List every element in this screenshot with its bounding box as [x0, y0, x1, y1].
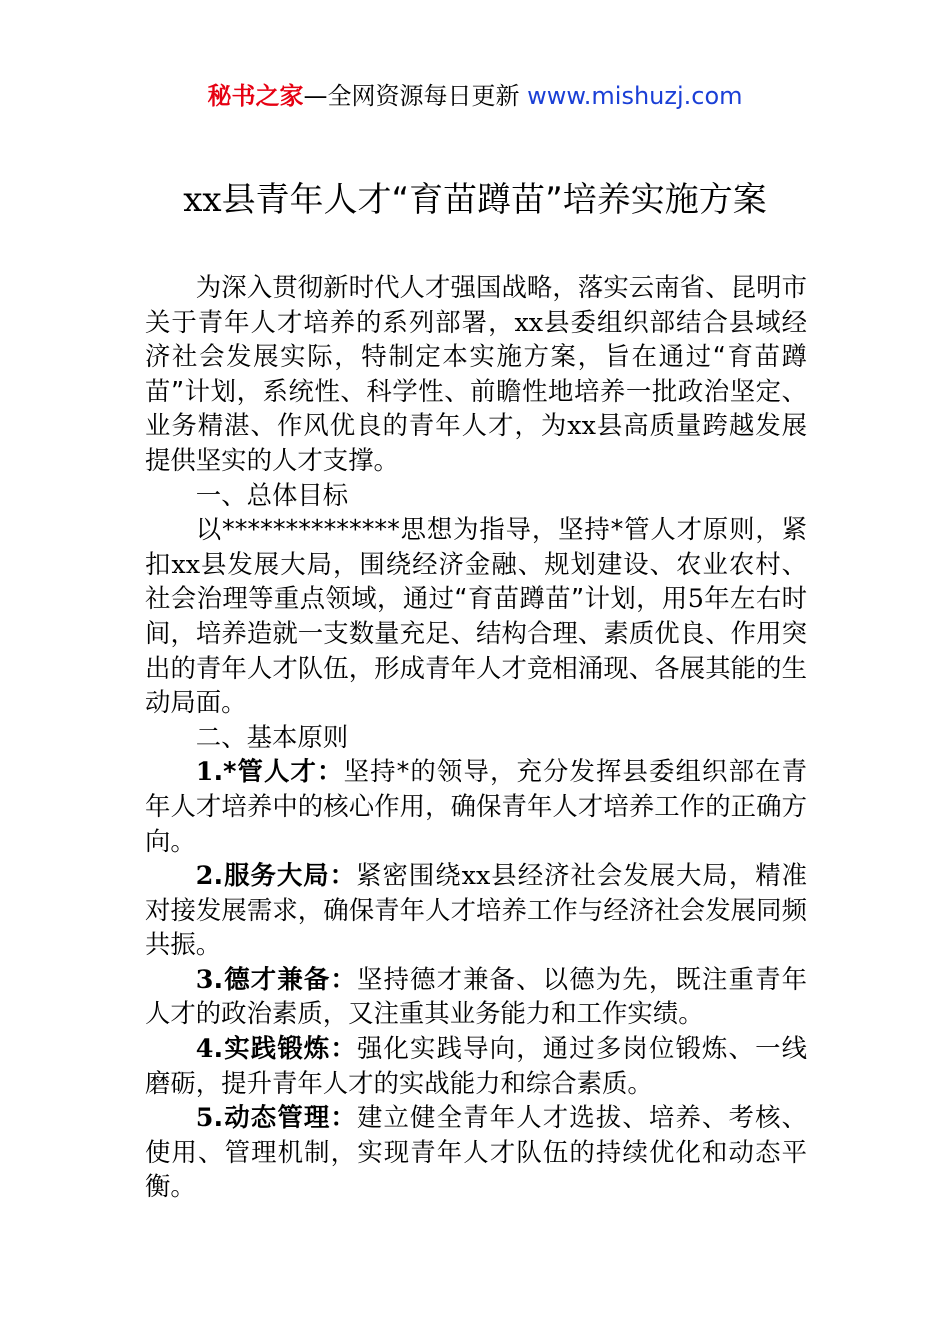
principle-item [145, 1100, 807, 1204]
intro-paragraph: 为深入贯彻新时代人才强国战略，落实云南省、昆明市关于青年人才培养的系列部署，xx县委组织部结合县域经济社会发展实际，特制定本实施方案，旨在通过“育苗蹲苗”计划，系统性、科学性、前瞻性地培养一批政治坚定、业务精湛、作风优良的青年人才，为xx县高质量跨越发展提供坚实的人才支撑。 [145, 272, 808, 475]
principle-item [145, 858, 807, 962]
principle-text: 建立健全青年人才选拔、培养、考核、使用、管理机制，实现青年人才队伍的持续优化和动态平衡。 [145, 1102, 807, 1202]
principle-item [145, 1031, 807, 1100]
section-heading-basic-principles: 二、基本原则 [195, 721, 349, 752]
principle-term: 2.服务大局： [195, 860, 357, 891]
principle-text: 坚持德才兼备、以德为先，既注重青年人才的政治素质，又注重其业务能力和工作实绩。 [145, 963, 807, 1029]
site-brand: 秘书之家 [207, 82, 304, 110]
principle-text: 强化实践导向，通过多岗位锻炼、一线磨砺，提升青年人才的实战能力和综合素质。 [145, 1033, 807, 1098]
section-heading-overall-goal: 一、总体目标 [195, 479, 349, 510]
site-tagline: —全网资源每日更新 [303, 82, 520, 110]
principle-item [145, 962, 807, 1031]
overall-goal-paragraph: 以**************思想为指导，坚持*管人才原则，紧扣xx县发展大局，围绕经济金融、规划建设、农业农村、社会治理等重点领域，通过“育苗蹲苗”计划，用5年左右时间，培养造就一支数量充足、结构合理、素质优良、作用突出的青年人才队伍，形成青年人才竞相涌现、各展其能的生动局面。 [145, 514, 808, 718]
document-body [145, 270, 807, 1204]
principle-term: 5.动态管理： [195, 1102, 357, 1133]
principle-item [145, 754, 807, 858]
principle-term: 3.德才兼备： [195, 963, 357, 994]
principle-term: 1.*管人才： [195, 756, 344, 787]
document-title: xx县青年人才“育苗蹲苗”培养实施方案 [183, 180, 767, 220]
site-url-link[interactable]: www.mishuzj.com [527, 82, 743, 110]
principle-term: 4.实践锻炼： [195, 1033, 357, 1064]
principle-text: 紧密围绕xx县经济社会发展大局，精准对接发展需求，确保青年人才培养工作与经济社会发展同频共振。 [145, 860, 808, 960]
site-header [0, 80, 950, 112]
principle-text: 坚持*的领导，充分发挥县委组织部在青年人才培养中的核心作用，确保青年人才培养工作的正确方向。 [145, 756, 807, 856]
